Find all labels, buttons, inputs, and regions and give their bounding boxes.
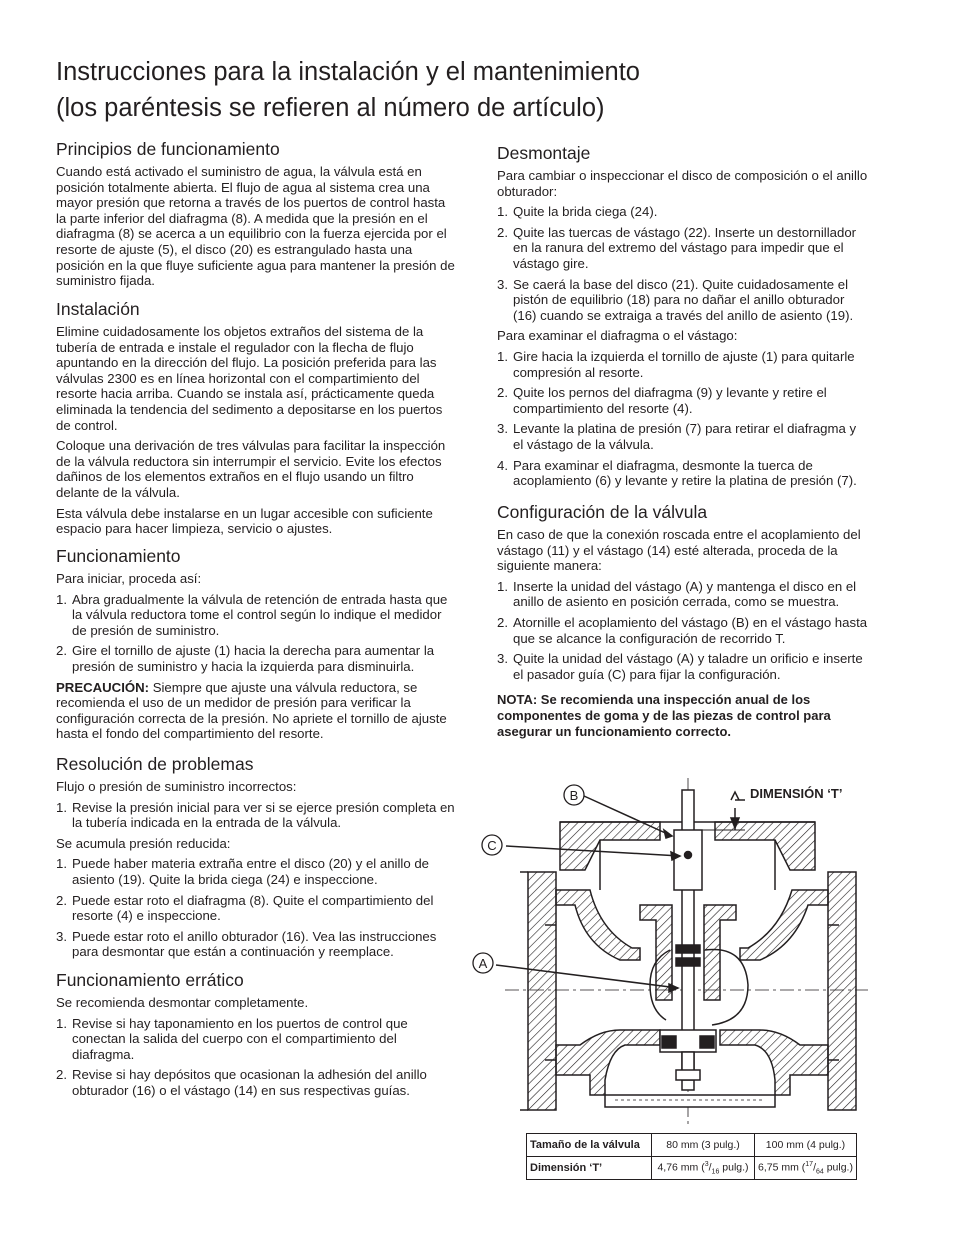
list-item: [497, 458, 869, 489]
table-row-label: Tamaño de la válvula: [527, 1134, 652, 1157]
list-text: Puede estar roto el diafragma (8). Quite el compartimiento del resorte (4) e inspeccione.: [72, 892, 434, 924]
list-item: [56, 856, 456, 887]
configuracion-intro: En caso de que la conexión roscada entre el acoplamiento del vástago (11) y el vástago (14) esté alterada, proceda de la siguiente manera:: [497, 527, 861, 574]
list-number: 1.: [497, 348, 508, 364]
list-number: 1.: [497, 578, 508, 594]
list-text: Quite las tuercas de vástago (22). Inserte un destornillador en la ranura del extremo del vástago para impedir que el vástago gire.: [513, 224, 857, 271]
list-text: Para examinar el diafragma, desmonte la tuerca de acoplamiento (6) y levante y retire la platina de presión (7).: [513, 457, 857, 489]
list-text: Levante la platina de presión (7) para retirar el diafragma y el vástago de la válvula.: [513, 421, 857, 452]
heading-instalacion: Instalación: [56, 299, 140, 319]
list-item: [56, 893, 456, 924]
callout-c: [482, 835, 502, 855]
list-item: [497, 225, 869, 272]
funcionamiento-list: [56, 592, 456, 675]
section-configuracion: [497, 501, 869, 744]
list-text: Revise la presión inicial para ver si se ejerce presión completa en la tubería indicada en la entrada de la válvula.: [72, 799, 455, 831]
list-item: [497, 204, 869, 220]
cell-text: pulg.): [719, 1161, 749, 1174]
list-item: [497, 615, 869, 646]
section-erratico: [56, 969, 456, 1104]
heading-erratico: Funcionamiento errático: [56, 970, 244, 990]
list-item: [56, 800, 456, 831]
title-line-2: (los paréntesis se refieren al número de artículo): [56, 94, 605, 122]
callout-b: [564, 785, 584, 805]
desmontaje-list-1: [497, 204, 869, 323]
valve-cross-section-diagram: [470, 772, 870, 1134]
list-number: 1.: [56, 1015, 67, 1031]
list-number: 2.: [497, 614, 508, 630]
list-item: [497, 579, 869, 610]
principios-text: Cuando está activado el suministro de agua, la válvula está en posición totalmente abierta. El flujo de agua al sistema crea una mayor presión que retorna a través de los puertos de control hasta la parte inferior del diafragma (8). A medida que la presión en el diafragma (8) se acerca a un equilibrio con la fuerza ejercida por el resorte de ajuste (5), el disco (20) es estrangulado hasta una posición en la que fluye suficiente agua para mantener la presión de suministro fijada.: [56, 164, 455, 289]
list-text: Atornille el acoplamiento del vástago (B) en el vástago hasta que se alcance la configuración de recorrido T.: [513, 614, 868, 646]
list-number: 1.: [56, 856, 67, 872]
list-item: [497, 421, 869, 452]
list-text: Revise si hay taponamiento en los puertos de control que conectan la salida del cuerpo con el compartimiento del diafragma.: [72, 1015, 408, 1062]
cell-text: 6,75 mm (: [758, 1161, 806, 1174]
heading-principios: Principios de funcionamiento: [56, 139, 280, 159]
callout-a: [473, 953, 493, 973]
erratico-list: [56, 1016, 456, 1099]
list-item: [56, 929, 456, 960]
callout-c-letter: C: [487, 838, 497, 853]
list-number: 1.: [497, 204, 508, 220]
list-number: 2.: [56, 892, 67, 908]
section-instalacion: [56, 298, 456, 542]
caution-label: PRECAUCIÓN:: [56, 679, 150, 695]
list-text: Revise si hay depósitos que ocasionan la adhesión del anillo obturador (16) o el vástago (14) en sus respectivas guías.: [72, 1067, 427, 1098]
instalacion-text-2: Coloque una derivación de tres válvulas para facilitar la inspección de la válvula reductora sin interrumpir el servicio. Evite los efectos dañinos de los elementos extraños en el flujo usando un filtro delante de la válvula.: [56, 438, 446, 500]
list-number: 2.: [56, 1067, 67, 1083]
list-number: 2.: [497, 385, 508, 401]
list-text: Abra gradualmente la válvula de retención de entrada hasta que la válvula reductora tome el control según lo indique el medidor de presión de suministro.: [72, 591, 448, 638]
fraction-denominator: 64: [815, 1168, 824, 1176]
table-row: [527, 1157, 857, 1180]
list-number: 3.: [497, 651, 508, 667]
section-principios: [56, 138, 456, 294]
list-item: [56, 1067, 456, 1098]
caution-paragraph: [56, 680, 456, 742]
list-text: Quite la brida ciega (24).: [513, 204, 658, 220]
heading-configuracion: Configuración de la válvula: [497, 502, 708, 522]
resolucion-intro-2: Se acumula presión reducida:: [56, 835, 231, 851]
section-funcionamiento: [56, 545, 456, 747]
maintenance-note: NOTA: Se recomienda una inspección anual de los componentes de goma y de las piezas de control para asegurar un funcionamiento correcto.: [497, 692, 831, 739]
resolucion-intro-1: Flujo o presión de suministro incorrectos:: [56, 779, 297, 794]
list-number: 1.: [56, 799, 67, 815]
desmontaje-list-2: [497, 349, 869, 489]
funcionamiento-intro: Para iniciar, proceda así:: [56, 571, 202, 586]
list-item: [56, 643, 456, 674]
list-item: [497, 651, 869, 682]
section-resolucion: [56, 753, 456, 965]
callout-a-letter: A: [478, 956, 488, 971]
list-number: 1.: [56, 591, 67, 607]
fraction-numerator: 17: [805, 1160, 814, 1168]
list-text: Inserte la unidad del vástago (A) y mantenga el disco en el anillo de asiento en posición cerrada, como se muestra.: [513, 578, 857, 610]
list-text: Puede haber materia extraña entre el disco (20) y el anillo de asiento (19). Quite la brida ciega (24) e inspeccione.: [72, 856, 430, 887]
callout-b-letter: B: [569, 788, 579, 803]
list-text: Puede estar roto el anillo obturador (16). Vea las instrucciones para desmontar que están a continuación y reemplace.: [72, 928, 437, 960]
heading-resolucion: Resolución de problemas: [56, 754, 254, 774]
instalacion-text-1: Elimine cuidadosamente los objetos extraños del sistema de la tubería de entrada e instale el regulador con la flecha de flujo apuntando en la dirección del flujo. La posición preferida para las válvulas 2300 es en línea horizontal con el compartimiento del resorte hacia arriba. Cuando se instala así, prácticamente queda eliminada la tendencia del sedimento a depositarse en los puertos de control.: [56, 324, 443, 433]
fraction-numerator: 3: [704, 1160, 709, 1168]
erratico-intro: Se recomienda desmontar completamente.: [56, 995, 309, 1010]
list-item: [497, 385, 869, 416]
table-row-label: Dimensión ‘T’: [527, 1157, 652, 1180]
dimension-table: [526, 1133, 857, 1180]
heading-funcionamiento: Funcionamiento: [56, 546, 181, 566]
list-number: 2.: [497, 224, 508, 240]
list-text: Quite la unidad del vástago (A) y taladre un orificio e inserte el pasador guía (C) para fijar la configuración.: [513, 651, 863, 682]
desmontaje-intro-2: Para examinar el diafragma o el vástago:: [497, 328, 738, 344]
fraction-denominator: 16: [711, 1168, 720, 1176]
table-cell: 80 mm (3 pulg.): [652, 1134, 755, 1157]
list-item: [497, 349, 869, 380]
table-cell: 4,76 mm ($^3/_{16}$ pulg.): [652, 1157, 755, 1180]
caution-text: Siempre que ajuste una válvula reductora, se recomienda el uso de un medidor de presión para verificar la configuración correcta de la presión. No apriete el tornillo de ajuste hasta el fondo del compartimiento del resorte.: [56, 679, 447, 742]
list-text: Gire el tornillo de ajuste (1) hacia la derecha para aumentar la presión de suministro y hacia la izquierda para disminuirla.: [72, 643, 435, 674]
page-title: [56, 54, 916, 126]
section-desmontaje: [497, 142, 869, 494]
list-text: Gire hacia la izquierda el tornillo de ajuste (1) para quitarle compresión al resorte.: [513, 348, 855, 380]
list-text: Se caerá la base del disco (21). Quite cuidadosamente el pistón de equilibrio (18) para no dañar el anillo obturador (16) cuando se extraiga a través del anillo de asiento (19).: [513, 276, 854, 323]
cell-text: pulg.): [823, 1161, 853, 1174]
list-number: 2.: [56, 643, 67, 659]
table-cell: 6,75 mm ($^{17}/_{64}$ pulg.): [755, 1157, 857, 1180]
cell-text: 4,76 mm (: [657, 1161, 705, 1174]
list-number: 3.: [497, 421, 508, 437]
resolucion-list-2: [56, 856, 456, 960]
resolucion-list-1: [56, 800, 456, 831]
table-cell: 100 mm (4 pulg.): [755, 1134, 857, 1157]
title-line-1: Instrucciones para la instalación y el mantenimiento: [56, 58, 640, 86]
instalacion-text-3: Esta válvula debe instalarse en un lugar accesible con suficiente espacio para hacer limpieza, servicio o ajustes.: [56, 505, 433, 537]
table-row: [527, 1134, 857, 1157]
list-item: [56, 592, 456, 639]
desmontaje-intro-1: Para cambiar o inspeccionar el disco de composición o el anillo obturador:: [497, 168, 868, 199]
list-number: 3.: [56, 928, 67, 944]
list-text: Quite los pernos del diafragma (9) y levante y retire el compartimiento del resorte (4).: [513, 385, 827, 416]
heading-desmontaje: Desmontaje: [497, 143, 591, 163]
list-item: [56, 1016, 456, 1063]
configuracion-list: [497, 579, 869, 683]
list-number: 3.: [497, 276, 508, 292]
list-item: [497, 277, 869, 324]
list-number: 4.: [497, 457, 508, 473]
dimension-t-label: DIMENSIÓN ‘T’: [750, 786, 843, 801]
